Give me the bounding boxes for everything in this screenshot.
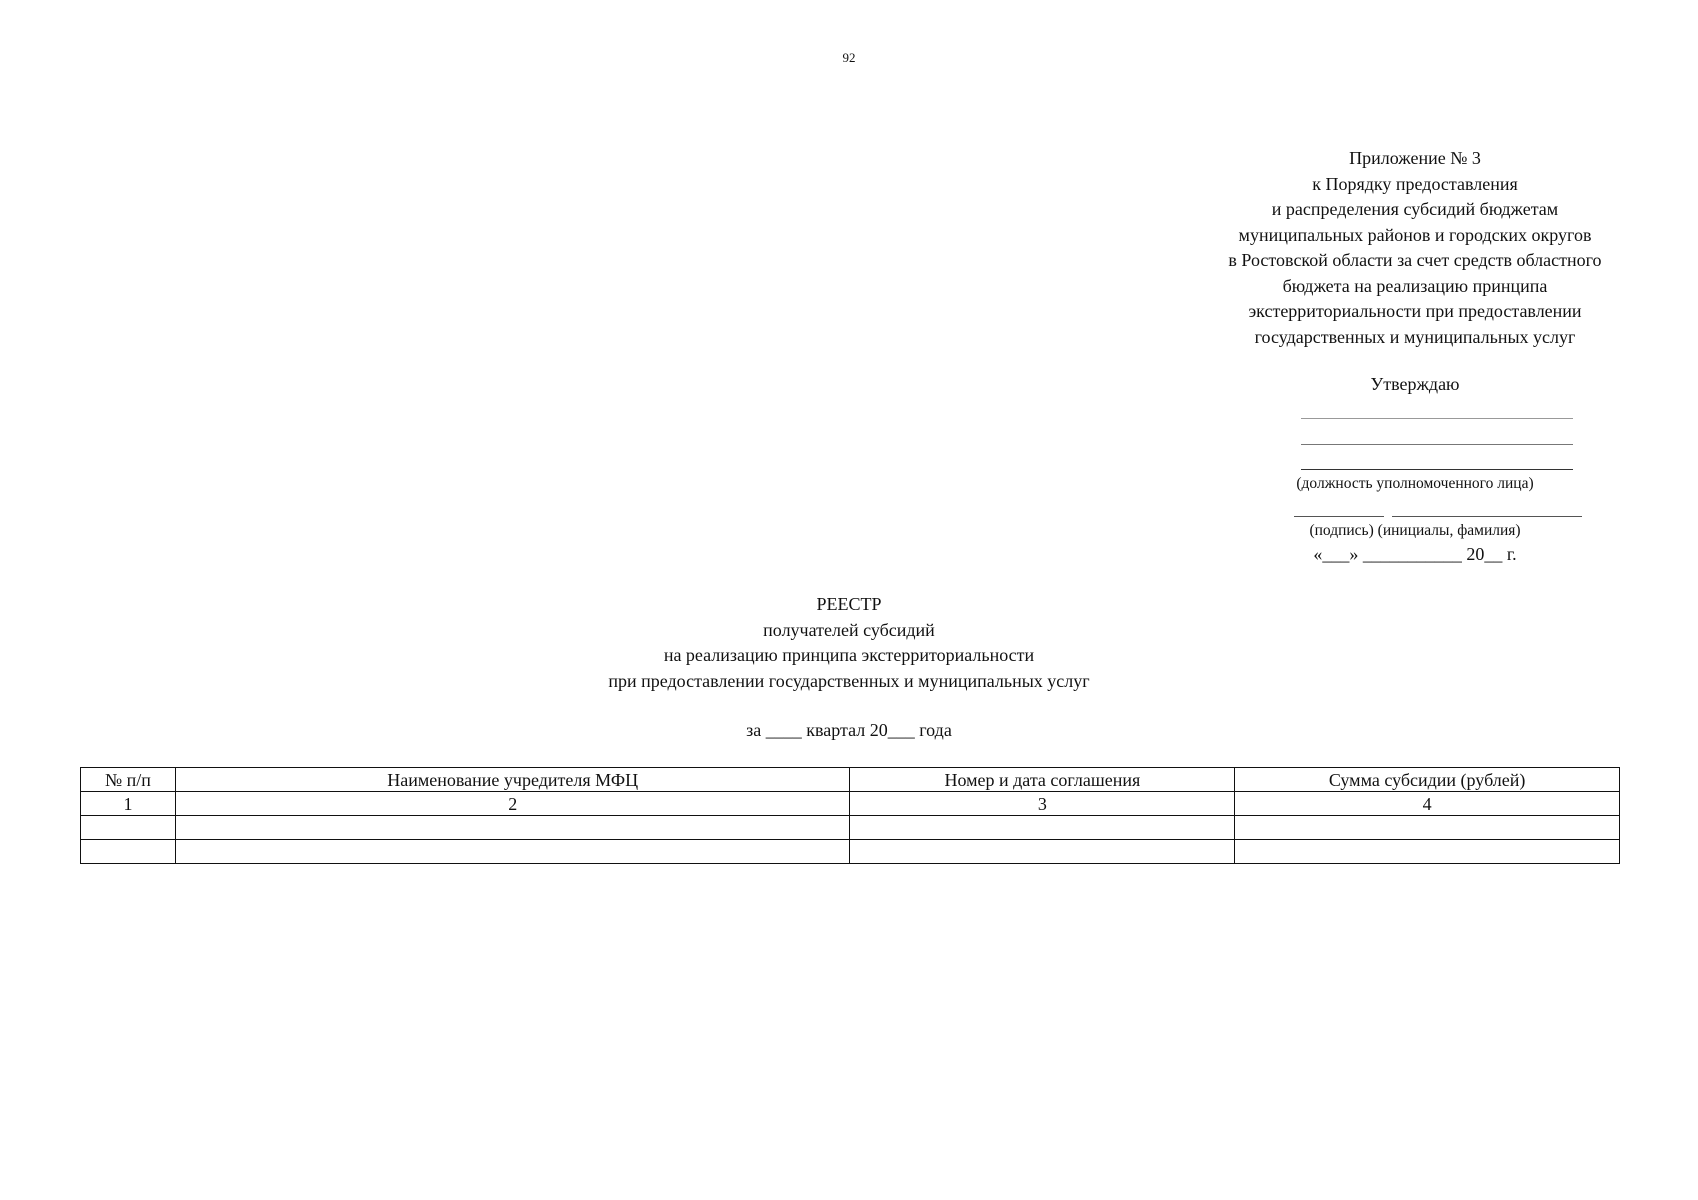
table-cell [850,816,1235,840]
position-line [1301,418,1573,419]
register-period: за ____ квартал 20___ года [746,720,952,740]
register-subtitle-line: при предоставлении государственных и муниципальных услуг [608,670,1090,691]
position-line [1301,469,1573,470]
header-number: № п/п [81,768,176,792]
register-subtitle-line: получателей субсидий [763,619,935,640]
table-cell [1235,840,1620,864]
table-cell [1235,816,1620,840]
header-founder-name: Наименование учредителя МФЦ [175,768,850,792]
name-line [1392,516,1582,517]
register-heading [0,592,1698,694]
approval-date: «___» ___________ 20__ г. [1313,544,1517,564]
registry-table [80,767,1620,864]
appendix-line: к Порядку предоставления [1312,173,1518,194]
table-cell [81,816,176,840]
appendix-line: бюджета на реализацию принципа [1282,275,1548,296]
appendix-line: Приложение № 3 [1349,148,1481,168]
appendix-line: экстерриториальности при предоставлении [1248,301,1582,321]
register-title: РЕЕСТР [816,594,882,614]
table-cell [175,816,850,840]
signature-line [1294,516,1384,517]
appendix-line: в Ростовской области за счет средств областного [1228,250,1602,270]
table-cell: 3 [850,792,1235,816]
table-cell: 4 [1235,792,1620,816]
register-subtitle-line: на реализацию принципа экстерриториальности [663,645,1035,665]
table-row [81,792,1620,816]
appendix-line: муниципальных районов и городских округов [1238,224,1592,245]
table-row [81,816,1620,840]
header-subsidy-amount: Сумма субсидии (рублей) [1235,768,1620,792]
approval-title: Утверждаю [1370,374,1460,394]
signature-caption: (подпись) (инициалы, фамилия) [1309,522,1521,539]
appendix-line: государственных и муниципальных услуг [1254,326,1576,347]
table-header-row [81,768,1620,792]
position-line [1301,444,1573,445]
position-caption: (должность уполномоченного лица) [1296,475,1534,492]
appendix-header [1185,146,1645,350]
table-cell: 2 [175,792,850,816]
table-cell [850,840,1235,864]
page-number: 92 [842,50,856,65]
table-row [81,840,1620,864]
table-cell [81,840,176,864]
appendix-line: и распределения субсидий бюджетам [1271,199,1559,219]
table-cell [175,840,850,864]
header-agreement: Номер и дата соглашения [850,768,1235,792]
table-cell: 1 [81,792,176,816]
